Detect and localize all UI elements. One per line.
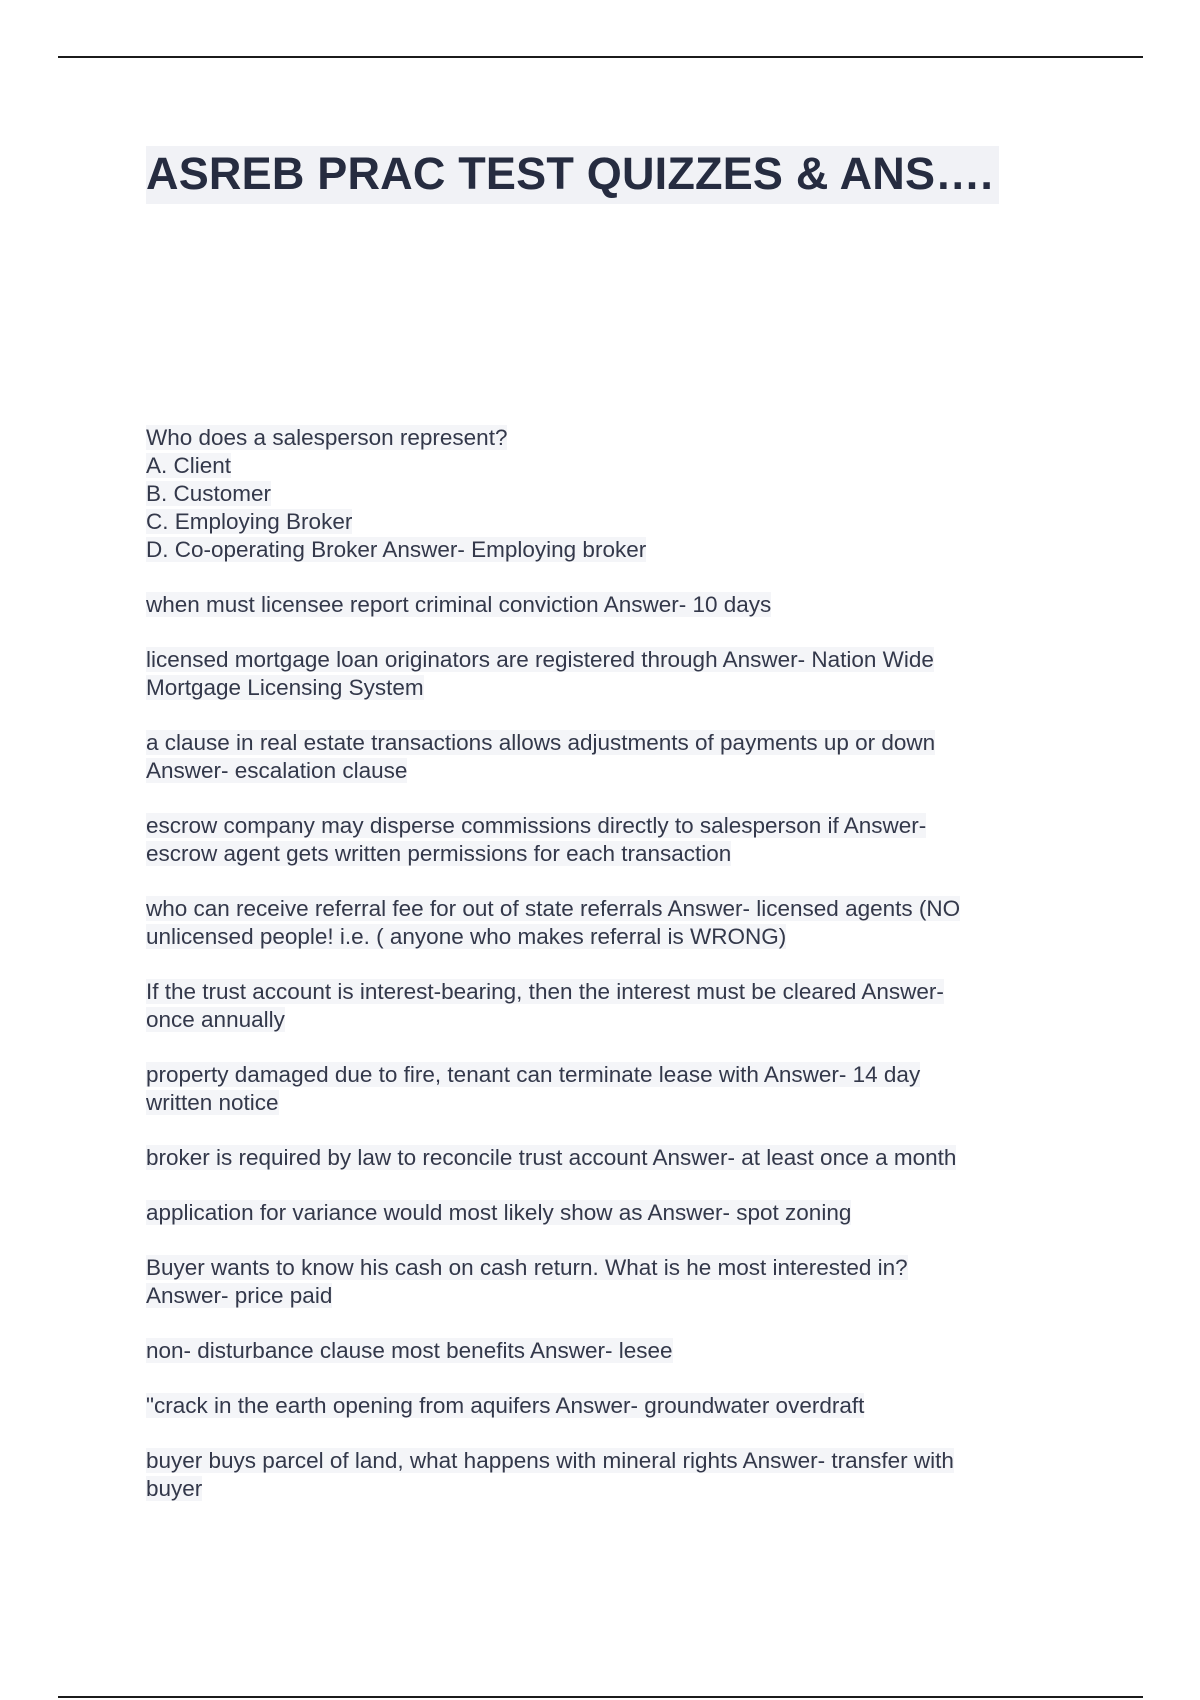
qa-item bbox=[146, 646, 1046, 702]
qa-line: B. Customer bbox=[146, 481, 272, 506]
qa-line: D. Co-operating Broker Answer- Employing broker bbox=[146, 537, 647, 562]
qa-line: a clause in real estate transactions allows adjustments of payments up or down bbox=[146, 730, 936, 755]
qa-item bbox=[146, 1254, 1046, 1310]
qa-line: buyer buys parcel of land, what happens with mineral rights Answer- transfer with bbox=[146, 1448, 954, 1473]
top-divider bbox=[58, 56, 1143, 58]
qa-line: Answer- escalation clause bbox=[146, 758, 408, 783]
qa-item bbox=[146, 978, 1046, 1034]
question-answer-list bbox=[146, 424, 1046, 1530]
qa-line: who can receive referral fee for out of state referrals Answer- licensed agents (NO bbox=[146, 896, 961, 921]
bottom-divider bbox=[58, 1696, 1143, 1698]
qa-line: once annually bbox=[146, 1007, 285, 1032]
qa-item bbox=[146, 895, 1046, 951]
qa-line: Mortgage Licensing System bbox=[146, 675, 424, 700]
qa-item bbox=[146, 812, 1046, 868]
qa-line: application for variance would most likely show as Answer- spot zoning bbox=[146, 1200, 852, 1225]
document-title: ASREB PRAC TEST QUIZZES & ANS…. bbox=[146, 146, 999, 204]
qa-item bbox=[146, 729, 1046, 785]
qa-line: buyer bbox=[146, 1476, 203, 1501]
qa-item bbox=[146, 1144, 1046, 1172]
qa-line: property damaged due to fire, tenant can terminate lease with Answer- 14 day bbox=[146, 1062, 921, 1087]
qa-line: licensed mortgage loan originators are registered through Answer- Nation Wide bbox=[146, 647, 934, 672]
qa-line: escrow company may disperse commissions directly to salesperson if Answer- bbox=[146, 813, 927, 838]
qa-line: non- disturbance clause most benefits Answer- lesee bbox=[146, 1338, 673, 1363]
qa-item bbox=[146, 424, 1046, 564]
qa-line: escrow agent gets written permissions for each transaction bbox=[146, 841, 732, 866]
qa-line: unlicensed people! i.e. ( anyone who makes referral is WRONG) bbox=[146, 924, 787, 949]
qa-line: when must licensee report criminal conviction Answer- 10 days bbox=[146, 592, 772, 617]
qa-line: Buyer wants to know his cash on cash return. What is he most interested in? bbox=[146, 1255, 908, 1280]
qa-item bbox=[146, 591, 1046, 619]
qa-line: Who does a salesperson represent? bbox=[146, 425, 508, 450]
qa-line: A. Client bbox=[146, 453, 232, 478]
qa-line: written notice bbox=[146, 1090, 279, 1115]
qa-item bbox=[146, 1447, 1046, 1503]
qa-line: broker is required by law to reconcile trust account Answer- at least once a month bbox=[146, 1145, 957, 1170]
qa-line: Answer- price paid bbox=[146, 1283, 333, 1308]
qa-line: C. Employing Broker bbox=[146, 509, 353, 534]
qa-line: If the trust account is interest-bearing, then the interest must be cleared Answer- bbox=[146, 979, 944, 1004]
qa-item bbox=[146, 1337, 1046, 1365]
qa-item bbox=[146, 1199, 1046, 1227]
qa-item bbox=[146, 1061, 1046, 1117]
qa-item bbox=[146, 1392, 1046, 1420]
qa-line: "crack in the earth opening from aquifers Answer- groundwater overdraft bbox=[146, 1393, 865, 1418]
